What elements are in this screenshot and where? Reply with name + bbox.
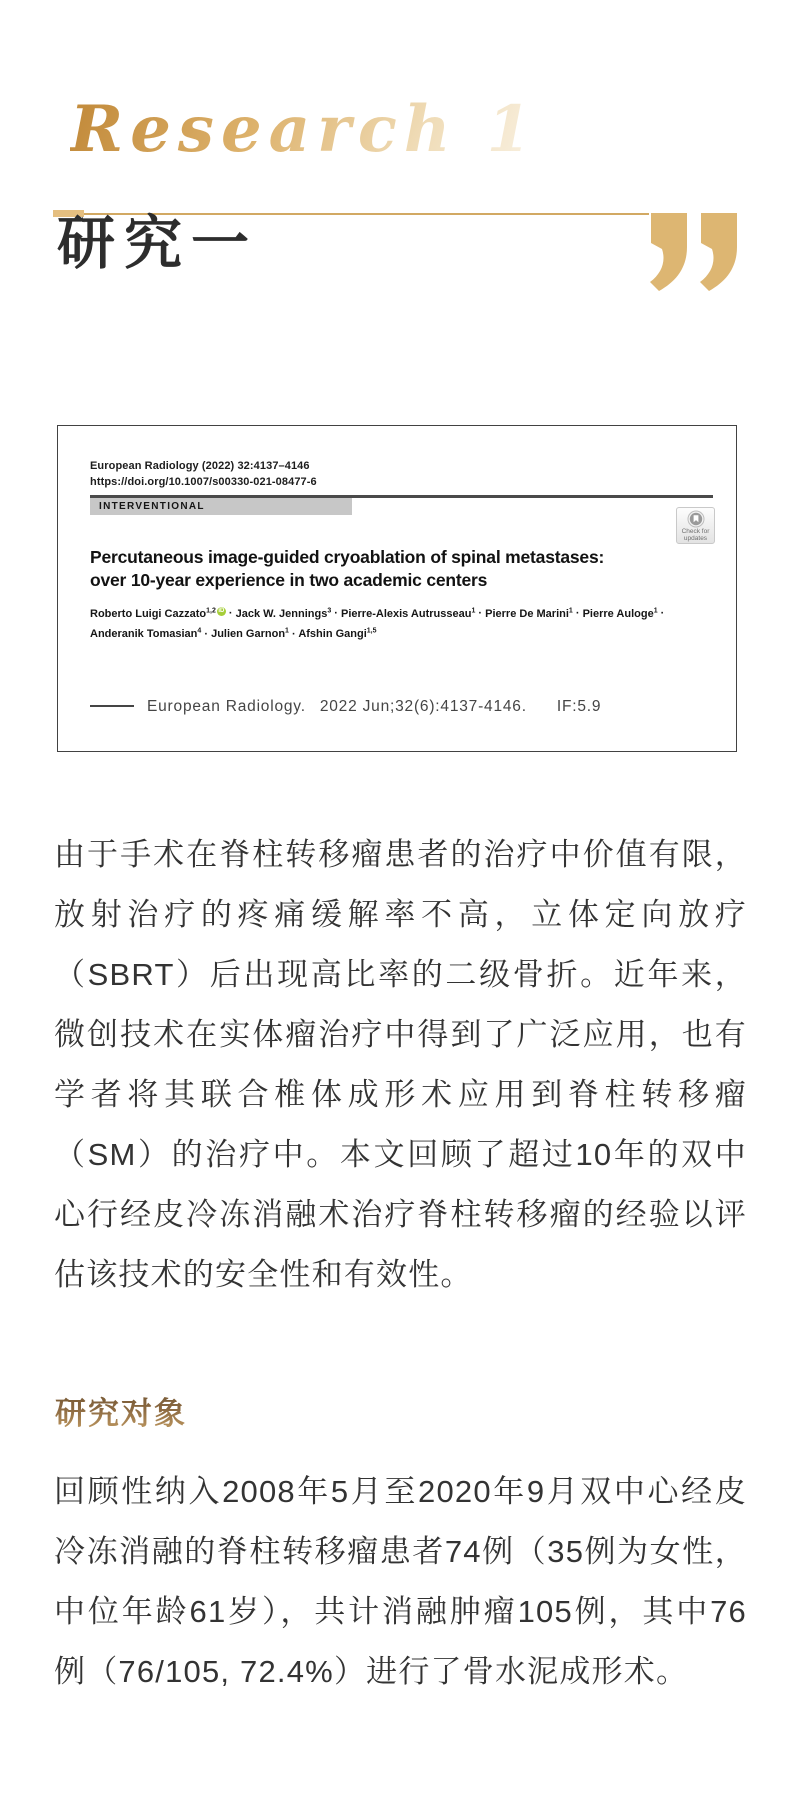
author-name: Pierre De Marini$^1$	[485, 607, 573, 620]
script-title: Research 1	[70, 92, 539, 167]
paper-authors: Roberto Luigi Cazzato$^{1,2}$ iD · Jack W. Jennings$^3$ · Pierre-Alexis Autrusseau$^1$ · Pierre De Marini$^1$ · Pierre Auloge$^1$ · Anderanik Tomasian$^4$ · Julien Garnon$^1$ · Afshin Gangi$^{1,5}$	[90, 607, 665, 641]
paper-title-line1: Percutaneous image-guided cryoablation of spinal metastases:	[90, 547, 605, 567]
citation-impact-factor: IF:5.9	[556, 698, 602, 715]
page-title: 研究一	[57, 211, 259, 276]
author-name: Jack W. Jennings$^3$	[235, 607, 332, 620]
section-heading-study-subjects: 研究对象	[55, 1388, 187, 1433]
author-name: Pierre-Alexis Autrusseau$^1$	[341, 607, 476, 620]
paper-citation	[90, 698, 601, 716]
author-name: Anderanik Tomasian$^4$	[90, 627, 202, 641]
paper-section-bar	[90, 498, 352, 515]
paper-screenshot-card	[57, 425, 737, 752]
paper-section-label: INTERVENTIONAL	[99, 500, 205, 512]
check-for-updates-badge[interactable]	[676, 507, 715, 544]
citation-issue: 2022 Jun;32(6):4137-4146.	[319, 698, 527, 715]
paper-journal-line: European Radiology (2022) 32:4137–4146	[90, 460, 310, 472]
intro-paragraph: 由于手术在脊柱转移瘤患者的治疗中价值有限，放射治疗的疼痛缓解率不高，立体定向放疗（SBRT）后出现高比率的二级骨折。近年来，微创技术在实体瘤治疗中得到了广泛应用，也有学者将其联合椎体成形术应用到脊柱转移瘤（SM）的治疗中。本文回顾了超过10年的双中心行经皮冷冻消融术治疗脊柱转移瘤的经验以评估该技术的安全性和有效性。	[54, 837, 747, 1292]
bookmark-circle-icon	[687, 510, 705, 528]
paper-doi: https://doi.org/10.1007/s00330-021-08477-6	[90, 476, 317, 488]
citation-journal: European Radiology.	[147, 698, 306, 715]
paper-title	[90, 546, 690, 592]
author-name: Julien Garnon$^1$	[211, 627, 289, 641]
badge-label-line2: updates	[683, 535, 708, 542]
citation-dash	[90, 705, 134, 707]
author-name: Pierre Auloge$^1$	[582, 607, 658, 620]
study-subjects-paragraph: 回顾性纳入2008年5月至2020年9月双中心经皮冷冻消融的脊柱转移瘤患者74例（35例为女性，中位年龄61岁），共计消融肿瘤105例，其中76例（76/105, 72.4%）进行了骨水泥成形术。	[54, 1474, 747, 1689]
author-name: Roberto Luigi Cazzato$^{1,2}$ iD	[90, 607, 225, 620]
badge-label-line1: Check for	[681, 528, 710, 535]
orcid-icon: iD	[218, 608, 225, 614]
closing-quote-icon	[649, 213, 739, 293]
author-name: Afshin Gangi$^{1,5}$	[298, 627, 377, 641]
paper-title-line2: over 10-year experience in two academic centers	[90, 570, 488, 590]
